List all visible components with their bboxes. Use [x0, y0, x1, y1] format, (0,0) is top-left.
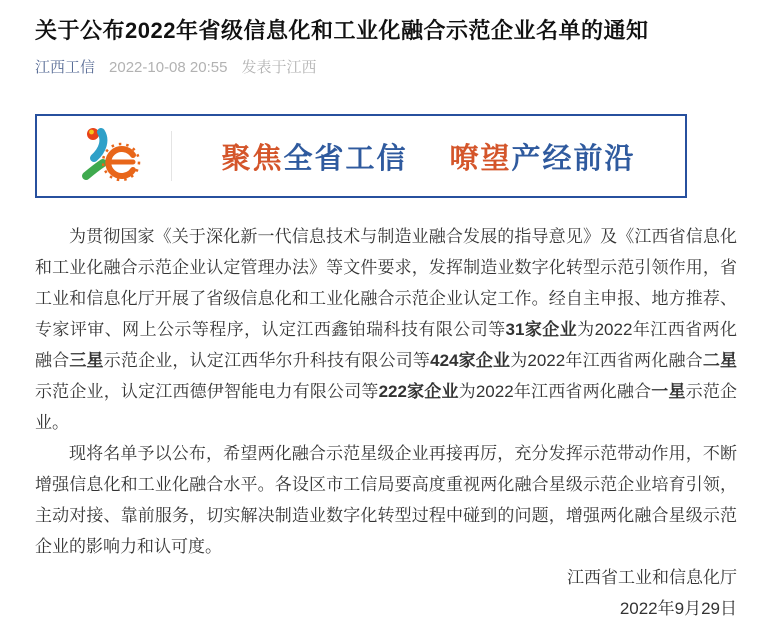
brand-logo-icon — [79, 125, 141, 187]
signature-line: 江西省工业和信息化厅 — [567, 568, 737, 587]
article-body — [35, 221, 737, 562]
body-paragraph-1: 为贯彻国家《关于深化新一代信息技术与制造业融合发展的指导意见》及《江西省信息化和工业化融合示范企业认定管理办法》等文件要求，发挥制造业数字化转型示范引领作用，省工业和信息化厅开展了省级信息化和工业化融合示范企业认定工作。经自主申报、地方推荐、专家评审、网上公示等程序，认定江西鑫铂瑞科技有限公司等31家企业为2022年江西省两化融合三星示范企业，认定江西华尔升科技有限公司等424家企业为2022年江西省两化融合二星示范企业，认定江西德伊智能电力有限公司等222家企业为2022年江西省两化融合一星示范企业。 — [35, 227, 738, 432]
source-account-link[interactable]: 江西工信 — [35, 59, 96, 76]
slogan-right-main: 产经前沿 — [511, 142, 636, 175]
slogan-left-accent: 聚焦 — [221, 142, 284, 175]
banner-slogans — [172, 136, 685, 177]
slogan-right-accent: 嘹望 — [449, 142, 512, 175]
article-meta — [35, 58, 737, 78]
publish-location: 发表于江西 — [241, 59, 317, 76]
slogan-left-main: 全省工信 — [283, 142, 408, 175]
banner-image[interactable] — [35, 114, 687, 198]
slogan-left — [221, 136, 407, 177]
closing-block — [35, 562, 737, 624]
slogan-right — [450, 136, 636, 177]
body-paragraph-2: 现将名单予以公布，希望两化融合示范星级企业再接再厉，充分发挥示范带动作用，不断增强信息化和工业化融合水平。各设区市工信局要高度重视两化融合星级示范企业培育引领，主动对接、靠前服务，切实解决制造业数字化转型过程中碰到的问题，增强两化融合星级示范企业的影响力和认可度。 — [35, 444, 737, 556]
date-line: 2022年9月29日 — [619, 599, 737, 618]
page-title: 关于公布2022年省级信息化和工业化融合示范企业名单的通知 — [35, 18, 649, 43]
publish-datetime: 2022-10-08 20:55 — [109, 59, 228, 76]
